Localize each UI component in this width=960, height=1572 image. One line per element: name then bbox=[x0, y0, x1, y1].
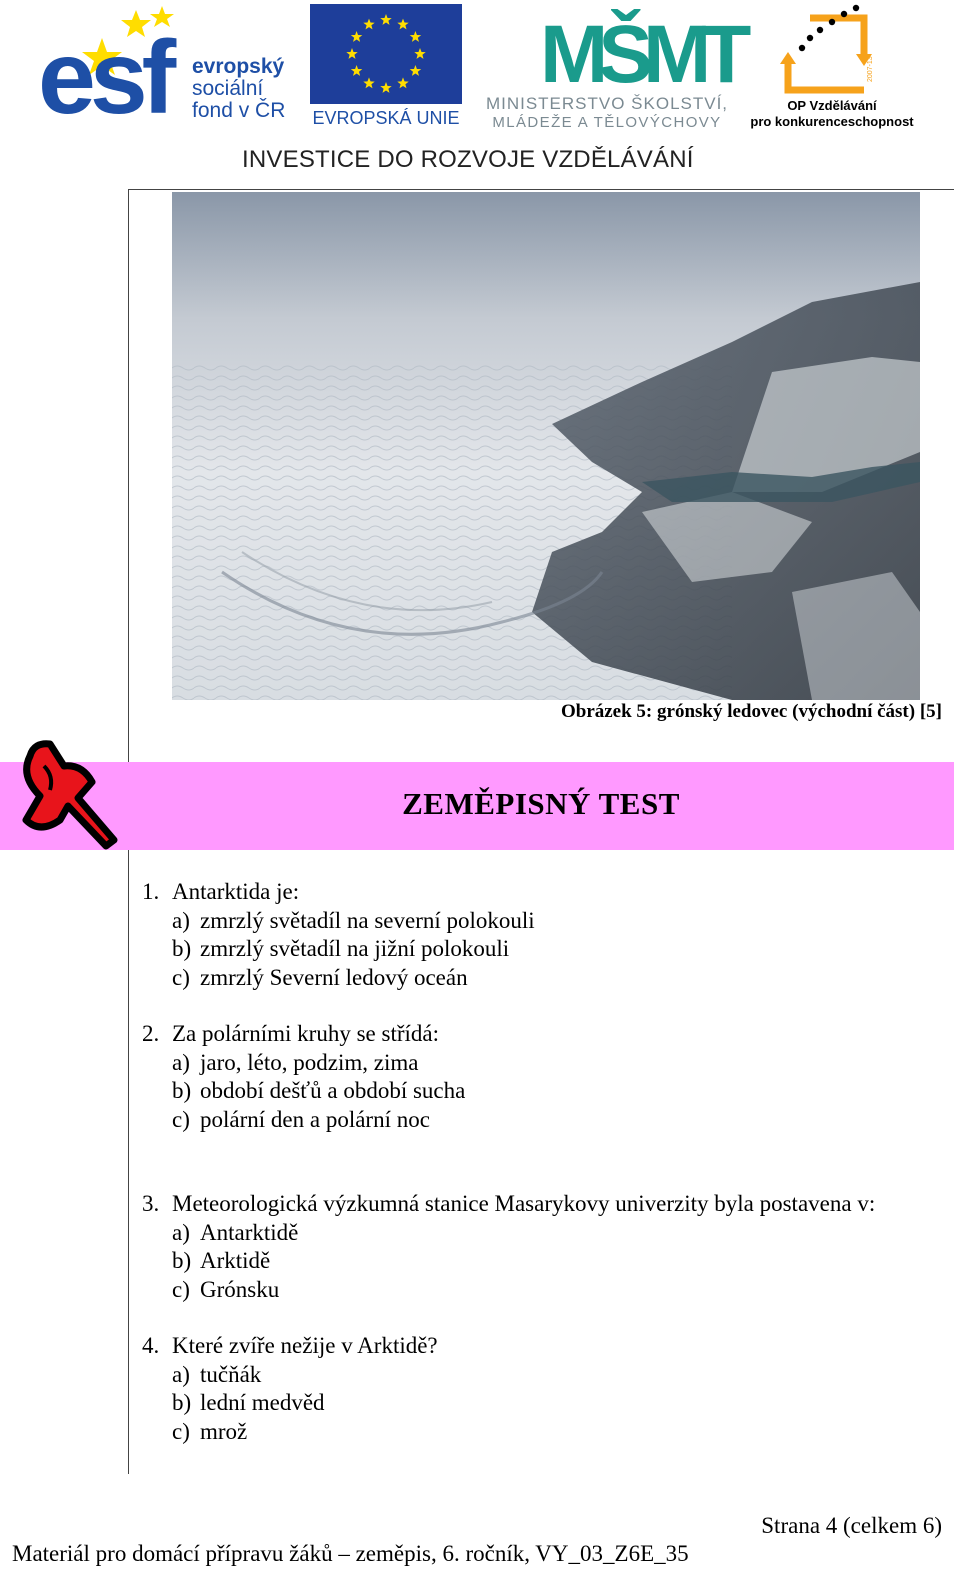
answer-option bbox=[142, 1361, 438, 1390]
answer-letter: a) bbox=[172, 1361, 190, 1387]
answer-option bbox=[142, 1389, 438, 1418]
page-number: Strana 4 (celkem 6) bbox=[761, 1513, 942, 1538]
answer-letter: c) bbox=[172, 1106, 190, 1132]
answer-text: zmrzlý světadíl na jižní polokouli bbox=[200, 936, 510, 961]
msmt-logo bbox=[472, 2, 742, 130]
question-text: Antarktida je: bbox=[172, 879, 300, 904]
answer-option bbox=[142, 1219, 875, 1248]
esf-line-3: fond v ČR bbox=[192, 99, 286, 122]
eu-star-icon bbox=[351, 31, 363, 42]
question-2 bbox=[142, 1020, 465, 1134]
answer-letter: b) bbox=[172, 1078, 192, 1103]
msmt-mark-text: MŠMT bbox=[540, 9, 742, 100]
question-stem bbox=[142, 1190, 875, 1219]
answer-option bbox=[142, 1077, 465, 1106]
answer-option bbox=[142, 935, 535, 964]
answer-text: Antarktidě bbox=[200, 1219, 299, 1245]
answer-text: tučňák bbox=[200, 1361, 262, 1387]
question-text: Za polárními kruhy se střídá: bbox=[172, 1021, 439, 1046]
frame-top-line bbox=[128, 189, 954, 190]
question-number: 2. bbox=[142, 1021, 160, 1046]
eu-star-icon bbox=[380, 14, 391, 25]
question-3 bbox=[142, 1190, 875, 1304]
op-line-2: pro konkurenceschopnost bbox=[750, 114, 914, 129]
answer-text: lední medvěd bbox=[200, 1390, 325, 1415]
answer-letter: a) bbox=[172, 1219, 190, 1245]
msmt-line-1: MINISTERSTVO ŠKOLSTVÍ, bbox=[485, 94, 729, 113]
answer-option bbox=[142, 1247, 875, 1276]
msmt-mark-icon bbox=[540, 2, 742, 100]
eu-star-icon bbox=[397, 77, 408, 88]
answer-letter: c) bbox=[172, 1418, 190, 1444]
greenland-glacier-photo bbox=[172, 192, 920, 700]
question-number: 3. bbox=[142, 1191, 160, 1216]
answer-option bbox=[142, 1418, 438, 1447]
eu-label: EVROPSKÁ UNIE bbox=[312, 108, 460, 128]
answer-letter: c) bbox=[172, 964, 190, 990]
answer-option bbox=[142, 964, 535, 993]
eu-stars-icon bbox=[310, 4, 462, 104]
eu-logo bbox=[310, 4, 462, 130]
eu-star-icon bbox=[380, 82, 391, 93]
eu-star-icon bbox=[397, 19, 408, 30]
answer-text: Arktidě bbox=[200, 1248, 271, 1273]
answer-option bbox=[142, 1106, 465, 1135]
op-year: 2007-13 bbox=[867, 56, 874, 82]
question-number: 4. bbox=[142, 1333, 160, 1358]
eu-star-icon bbox=[363, 77, 374, 88]
answer-letter: b) bbox=[172, 1248, 192, 1273]
esf-line-1: evropský bbox=[192, 55, 285, 78]
figure-caption: Obrázek 5: grónský ledovec (východní část) [5] bbox=[560, 701, 942, 722]
op-logo bbox=[746, 2, 918, 130]
question-text: Které zvíře nežije v Arktidě? bbox=[172, 1333, 438, 1358]
question-1 bbox=[142, 878, 535, 992]
answer-text: polární den a polární noc bbox=[200, 1106, 430, 1132]
answer-text: zmrzlý světadíl na severní polokouli bbox=[200, 907, 535, 933]
question-stem bbox=[142, 1020, 465, 1049]
eu-star-icon bbox=[346, 48, 357, 59]
esf-logo bbox=[38, 4, 300, 136]
footer-text: Materiál pro domácí přípravu žáků – zeměpis, 6. ročník, VY_03_Z6E_35 bbox=[12, 1541, 689, 1566]
eu-star-icon bbox=[351, 65, 363, 76]
answer-option bbox=[142, 1049, 465, 1078]
msmt-line-2: MLÁDEŽE A TĚLOVÝCHOVY bbox=[492, 114, 722, 131]
esf-letters: esf bbox=[38, 20, 171, 136]
eu-star-icon bbox=[410, 65, 422, 76]
esf-text bbox=[192, 56, 285, 122]
answer-letter: b) bbox=[172, 936, 192, 961]
op-mark-icon bbox=[780, 2, 884, 94]
answer-text: mrož bbox=[200, 1418, 248, 1444]
question-text: Meteorologická výzkumná stanice Masarykovy univerzity byla postavena v: bbox=[172, 1191, 876, 1216]
pushpin-icon bbox=[10, 736, 122, 854]
question-number: 1. bbox=[142, 879, 160, 904]
eu-star-icon bbox=[363, 19, 374, 30]
answer-letter: a) bbox=[172, 1049, 190, 1075]
eu-star-icon bbox=[414, 48, 425, 59]
esf-line-2: sociální bbox=[192, 77, 264, 100]
question-stem bbox=[142, 878, 535, 907]
question-stem bbox=[142, 1332, 438, 1361]
eu-flag bbox=[310, 4, 462, 104]
answer-text: jaro, léto, podzim, zima bbox=[200, 1049, 419, 1075]
answer-text: zmrzlý Severní ledový oceán bbox=[200, 964, 468, 990]
answer-option bbox=[142, 907, 535, 936]
tagline: INVESTICE DO ROZVOJE VZDĚLÁVÁNÍ bbox=[242, 146, 694, 173]
op-line-1: OP Vzdělávání bbox=[787, 98, 877, 113]
answer-option bbox=[142, 1276, 875, 1305]
answer-text: Grónsku bbox=[200, 1276, 280, 1302]
test-title: ZEMĚPISNÝ TEST bbox=[402, 786, 680, 821]
question-4 bbox=[142, 1332, 438, 1446]
answer-letter: b) bbox=[172, 1390, 192, 1415]
answer-letter: c) bbox=[172, 1276, 190, 1302]
glacier-photo-image bbox=[172, 192, 920, 700]
answer-letter: a) bbox=[172, 907, 190, 933]
eu-star-icon bbox=[410, 31, 422, 42]
answer-text: období dešťů a období sucha bbox=[200, 1078, 466, 1103]
